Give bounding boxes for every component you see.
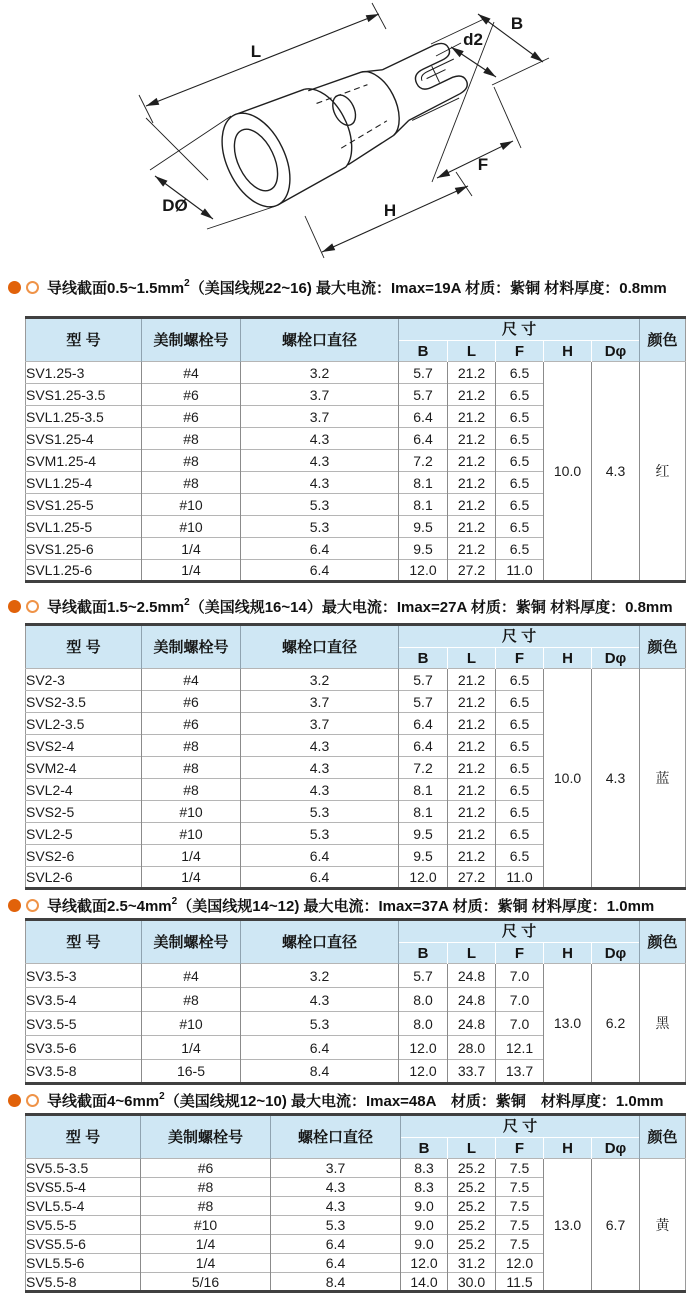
section-title-text: 导线截面$2.5\sim 4mm^2$（美国线规14~12) 最大电流：Imax=37A 材质：紫铜 材料厚度：1.0mm	[47, 895, 655, 915]
cell-model: SVL2-6	[26, 867, 142, 889]
cell-bolt-diameter: 3.2	[241, 362, 399, 384]
column-header-model: 型 号	[26, 1115, 141, 1159]
cell-bolt-number: #6	[142, 384, 241, 406]
cell-bolt-diameter: 6.4	[241, 1036, 399, 1060]
column-header-bolt-number: 美制螺栓号	[142, 318, 241, 362]
cell-bolt-diameter: 3.7	[241, 713, 399, 735]
cell-F: 6.5	[496, 713, 544, 735]
cell-F: 7.0	[496, 1012, 544, 1036]
cell-F: 7.5	[496, 1216, 544, 1235]
cell-model: SV5.5-3.5	[26, 1159, 141, 1178]
cell-F: 6.5	[496, 801, 544, 823]
column-header-B: B	[399, 341, 448, 362]
cell-bolt-number: #6	[142, 713, 241, 735]
spec-table-4	[0, 1113, 690, 1293]
cell-F: 7.5	[496, 1178, 544, 1197]
cell-bolt-diameter: 6.4	[271, 1235, 401, 1254]
dim-label-D: DØ	[162, 196, 188, 215]
cell-Dphi-merged: 6.7	[592, 1159, 640, 1292]
cell-L: 24.8	[448, 988, 496, 1012]
cell-Dphi-merged: 4.3	[592, 362, 640, 582]
dim-label-H: H	[383, 201, 397, 220]
wire-entry-ellipse	[208, 102, 303, 217]
open-bullet-icon	[26, 899, 39, 912]
cell-model: SVL5.5-6	[26, 1254, 141, 1273]
cell-L: 30.0	[448, 1273, 496, 1292]
cell-F: 7.5	[496, 1197, 544, 1216]
cell-model: SVL1.25-4	[26, 472, 142, 494]
column-header-B: B	[399, 648, 448, 669]
terminal-drawing	[0, 0, 690, 268]
cell-B: 8.1	[399, 494, 448, 516]
cell-F: 6.5	[496, 362, 544, 384]
cell-bolt-number: #4	[142, 669, 241, 691]
cell-B: 5.7	[399, 691, 448, 713]
cell-bolt-number: 1/4	[142, 560, 241, 582]
cell-bolt-number: #10	[142, 801, 241, 823]
cell-B: 8.3	[401, 1159, 448, 1178]
cell-model: SV3.5-8	[26, 1060, 142, 1084]
cell-bolt-diameter: 5.3	[241, 494, 399, 516]
column-header-Dφ: Dφ	[592, 943, 640, 964]
column-header-color: 颜色	[640, 625, 686, 669]
cell-L: 21.2	[448, 406, 496, 428]
cell-model: SVS1.25-3.5	[26, 384, 142, 406]
cell-bolt-diameter: 5.3	[241, 1012, 399, 1036]
cell-bolt-diameter: 4.3	[241, 757, 399, 779]
cell-bolt-diameter: 8.4	[241, 1060, 399, 1084]
column-header-size: 尺 寸	[401, 1115, 640, 1138]
cell-H-merged: 13.0	[544, 1159, 592, 1292]
section-3	[0, 894, 690, 1085]
cell-B: 9.5	[399, 845, 448, 867]
cell-model: SVS5.5-4	[26, 1178, 141, 1197]
cell-model: SVS1.25-6	[26, 538, 142, 560]
cell-bolt-diameter: 5.3	[241, 516, 399, 538]
cell-bolt-diameter: 4.3	[271, 1197, 401, 1216]
cell-B: 8.3	[401, 1178, 448, 1197]
cell-F: 12.1	[496, 1036, 544, 1060]
column-header-bolt-diameter: 螺栓口直径	[241, 625, 399, 669]
cell-Dphi-merged: 4.3	[592, 669, 640, 889]
column-header-L: L	[448, 648, 496, 669]
cell-F: 13.7	[496, 1060, 544, 1084]
cell-F: 7.0	[496, 964, 544, 988]
column-header-size: 尺 寸	[399, 920, 640, 943]
cell-color-merged: 红	[640, 362, 686, 582]
cell-B: 7.2	[399, 757, 448, 779]
cell-B: 6.4	[399, 428, 448, 450]
cell-B: 7.2	[399, 450, 448, 472]
spec-table	[25, 1113, 686, 1293]
cell-bolt-diameter: 6.4	[241, 538, 399, 560]
cell-L: 21.2	[448, 494, 496, 516]
section-title	[8, 1089, 690, 1111]
cell-model: SVS2-3.5	[26, 691, 142, 713]
cell-B: 9.5	[399, 516, 448, 538]
section-4	[0, 1089, 690, 1293]
cell-F: 6.5	[496, 757, 544, 779]
cell-bolt-number: 1/4	[141, 1235, 271, 1254]
column-header-L: L	[448, 943, 496, 964]
column-header-H: H	[544, 1138, 592, 1159]
cell-L: 25.2	[448, 1216, 496, 1235]
cell-bolt-number: #8	[142, 779, 241, 801]
cell-B: 12.0	[399, 867, 448, 889]
cell-model: SV3.5-5	[26, 1012, 142, 1036]
cell-F: 6.5	[496, 450, 544, 472]
cell-bolt-number: 16-5	[142, 1060, 241, 1084]
column-header-F: F	[496, 648, 544, 669]
cell-F: 6.5	[496, 779, 544, 801]
cell-L: 21.2	[448, 669, 496, 691]
cell-L: 21.2	[448, 757, 496, 779]
cell-model: SV3.5-4	[26, 988, 142, 1012]
column-header-Dφ: Dφ	[592, 648, 640, 669]
column-header-L: L	[448, 1138, 496, 1159]
column-header-color: 颜色	[640, 318, 686, 362]
spec-table-3	[0, 918, 690, 1085]
cell-model: SV2-3	[26, 669, 142, 691]
cell-bolt-number: #10	[142, 516, 241, 538]
cell-B: 12.0	[401, 1254, 448, 1273]
cell-L: 24.8	[448, 964, 496, 988]
cell-bolt-number: #6	[142, 406, 241, 428]
dimension-lines	[139, 3, 549, 258]
filled-bullet-icon	[8, 1094, 21, 1107]
cell-bolt-diameter: 6.4	[241, 867, 399, 889]
cell-L: 21.2	[448, 472, 496, 494]
cell-bolt-number: #8	[142, 450, 241, 472]
cell-bolt-diameter: 3.2	[241, 964, 399, 988]
cell-F: 6.5	[496, 669, 544, 691]
cell-bolt-diameter: 6.4	[241, 560, 399, 582]
cell-F: 6.5	[496, 472, 544, 494]
filled-bullet-icon	[8, 600, 21, 613]
cell-model: SVS1.25-5	[26, 494, 142, 516]
cell-bolt-number: #8	[141, 1197, 271, 1216]
cell-B: 9.0	[401, 1235, 448, 1254]
section-title-text: 导线截面$1.5\sim 2.5mm^2$（美国线规16~14）最大电流：Imax=27A 材质：紫铜 材料厚度：0.8mm	[47, 596, 673, 616]
cell-bolt-diameter: 5.3	[271, 1216, 401, 1235]
column-header-F: F	[496, 1138, 544, 1159]
column-header-size: 尺 寸	[399, 625, 640, 648]
cell-B: 8.1	[399, 472, 448, 494]
table-row	[26, 964, 686, 988]
spec-table	[25, 918, 686, 1085]
cell-B: 5.7	[399, 669, 448, 691]
dim-label-B: B	[510, 14, 524, 33]
section-title	[8, 894, 690, 916]
cell-B: 8.1	[399, 801, 448, 823]
column-header-H: H	[544, 341, 592, 362]
cell-L: 27.2	[448, 560, 496, 582]
terminal-diagram	[0, 0, 690, 268]
spec-table	[25, 316, 686, 583]
cell-L: 25.2	[448, 1235, 496, 1254]
cell-bolt-number: #10	[141, 1216, 271, 1235]
sleeve-hole	[328, 91, 360, 128]
cell-B: 12.0	[399, 1060, 448, 1084]
cell-bolt-diameter: 3.7	[241, 691, 399, 713]
cell-model: SVM1.25-4	[26, 450, 142, 472]
cell-bolt-number: 1/4	[142, 867, 241, 889]
section-1	[0, 276, 690, 583]
cell-model: SV5.5-8	[26, 1273, 141, 1292]
cell-bolt-number: #10	[142, 494, 241, 516]
cell-bolt-diameter: 4.3	[241, 988, 399, 1012]
column-header-bolt-diameter: 螺栓口直径	[271, 1115, 401, 1159]
cell-L: 33.7	[448, 1060, 496, 1084]
cell-bolt-number: #6	[141, 1159, 271, 1178]
column-header-size: 尺 寸	[399, 318, 640, 341]
filled-bullet-icon	[8, 899, 21, 912]
cell-L: 21.2	[448, 450, 496, 472]
cell-B: 9.5	[399, 823, 448, 845]
cell-bolt-diameter: 5.3	[241, 823, 399, 845]
cell-bolt-diameter: 4.3	[241, 779, 399, 801]
column-header-bolt-number: 美制螺栓号	[142, 625, 241, 669]
cell-model: SVL2-5	[26, 823, 142, 845]
dim-label-d2: d2	[463, 30, 483, 49]
cell-L: 31.2	[448, 1254, 496, 1273]
cell-bolt-diameter: 3.2	[241, 669, 399, 691]
cell-F: 6.5	[496, 494, 544, 516]
cell-bolt-diameter: 4.3	[241, 472, 399, 494]
cell-bolt-number: #10	[142, 1012, 241, 1036]
column-header-Dφ: Dφ	[592, 341, 640, 362]
column-header-B: B	[399, 943, 448, 964]
column-header-bolt-diameter: 螺栓口直径	[241, 920, 399, 964]
cell-color-merged: 蓝	[640, 669, 686, 889]
cell-bolt-diameter: 6.4	[271, 1254, 401, 1273]
cell-B: 8.0	[399, 1012, 448, 1036]
cell-B: 9.0	[401, 1197, 448, 1216]
column-header-model: 型 号	[26, 625, 142, 669]
cell-L: 21.2	[448, 538, 496, 560]
cell-H-merged: 10.0	[544, 362, 592, 582]
cell-L: 21.2	[448, 845, 496, 867]
cell-L: 21.2	[448, 779, 496, 801]
cell-model: SVL1.25-3.5	[26, 406, 142, 428]
cell-L: 21.2	[448, 735, 496, 757]
cell-model: SV5.5-5	[26, 1216, 141, 1235]
cell-F: 12.0	[496, 1254, 544, 1273]
cell-B: 14.0	[401, 1273, 448, 1292]
cell-H-merged: 10.0	[544, 669, 592, 889]
cell-bolt-diameter: 5.3	[241, 801, 399, 823]
cell-bolt-number: #8	[142, 757, 241, 779]
cell-model: SVM2-4	[26, 757, 142, 779]
cell-L: 25.2	[448, 1197, 496, 1216]
cell-bolt-number: 1/4	[142, 1036, 241, 1060]
cell-bolt-number: 5/16	[141, 1273, 271, 1292]
filled-bullet-icon	[8, 281, 21, 294]
cell-model: SVL2-3.5	[26, 713, 142, 735]
cell-B: 9.0	[401, 1216, 448, 1235]
column-header-F: F	[496, 341, 544, 362]
terminal-body	[208, 18, 479, 217]
cell-L: 21.2	[448, 691, 496, 713]
cell-model: SV3.5-3	[26, 964, 142, 988]
cell-model: SV3.5-6	[26, 1036, 142, 1060]
cell-bolt-diameter: 4.3	[241, 428, 399, 450]
dim-label-F: F	[477, 155, 489, 174]
cell-bolt-number: 1/4	[142, 538, 241, 560]
cell-F: 6.5	[496, 735, 544, 757]
open-bullet-icon	[26, 1094, 39, 1107]
cell-bolt-number: #4	[142, 964, 241, 988]
cell-F: 7.5	[496, 1235, 544, 1254]
cell-L: 24.8	[448, 1012, 496, 1036]
cell-bolt-number: #8	[142, 472, 241, 494]
column-header-color: 颜色	[640, 1115, 686, 1159]
cell-B: 5.7	[399, 384, 448, 406]
cell-model: SVS5.5-6	[26, 1235, 141, 1254]
cell-bolt-diameter: 3.7	[241, 384, 399, 406]
open-bullet-icon	[26, 281, 39, 294]
cell-L: 27.2	[448, 867, 496, 889]
table-row	[26, 669, 686, 691]
cell-color-merged: 黄	[640, 1159, 686, 1292]
cell-model: SVL2-4	[26, 779, 142, 801]
column-header-model: 型 号	[26, 318, 142, 362]
column-header-color: 颜色	[640, 920, 686, 964]
cell-bolt-diameter: 4.3	[241, 735, 399, 757]
cell-B: 12.0	[399, 560, 448, 582]
section-title-text: 导线截面$0.5\sim 1.5mm^2$（美国线规22~16) 最大电流：Imax=19A 材质：紫铜 材料厚度：0.8mm	[47, 277, 667, 297]
column-header-H: H	[544, 943, 592, 964]
cell-L: 28.0	[448, 1036, 496, 1060]
spec-table-2	[0, 623, 690, 890]
column-header-bolt-diameter: 螺栓口直径	[241, 318, 399, 362]
cell-bolt-number: #6	[142, 691, 241, 713]
cell-bolt-diameter: 3.7	[241, 406, 399, 428]
cell-F: 6.5	[496, 538, 544, 560]
cell-model: SVL1.25-6	[26, 560, 142, 582]
cell-L: 21.2	[448, 801, 496, 823]
cell-model: SV1.25-3	[26, 362, 142, 384]
column-header-L: L	[448, 341, 496, 362]
cell-B: 6.4	[399, 713, 448, 735]
cell-bolt-number: #4	[142, 362, 241, 384]
cell-L: 21.2	[448, 362, 496, 384]
cell-F: 11.0	[496, 867, 544, 889]
cell-F: 7.0	[496, 988, 544, 1012]
cell-model: SVS2-4	[26, 735, 142, 757]
cell-B: 8.0	[399, 988, 448, 1012]
cell-bolt-number: 1/4	[142, 845, 241, 867]
cell-bolt-number: #10	[142, 823, 241, 845]
spec-table-1	[0, 316, 690, 583]
cell-B: 8.1	[399, 779, 448, 801]
open-bullet-icon	[26, 600, 39, 613]
cell-F: 6.5	[496, 516, 544, 538]
column-header-bolt-number: 美制螺栓号	[141, 1115, 271, 1159]
cell-model: SVS1.25-4	[26, 428, 142, 450]
cell-B: 6.4	[399, 406, 448, 428]
cell-bolt-number: #8	[142, 988, 241, 1012]
cell-model: SVL5.5-4	[26, 1197, 141, 1216]
cell-bolt-number: #8	[142, 428, 241, 450]
cell-L: 21.2	[448, 428, 496, 450]
cell-F: 6.5	[496, 384, 544, 406]
cell-bolt-diameter: 8.4	[271, 1273, 401, 1292]
column-header-B: B	[401, 1138, 448, 1159]
cell-F: 11.5	[496, 1273, 544, 1292]
cell-Dphi-merged: 6.2	[592, 964, 640, 1084]
column-header-model: 型 号	[26, 920, 142, 964]
cell-bolt-number: #8	[141, 1178, 271, 1197]
cell-F: 6.5	[496, 691, 544, 713]
cell-bolt-diameter: 6.4	[241, 845, 399, 867]
cell-bolt-diameter: 3.7	[271, 1159, 401, 1178]
cell-H-merged: 13.0	[544, 964, 592, 1084]
section-title	[8, 276, 690, 298]
section-2	[0, 595, 690, 890]
column-header-F: F	[496, 943, 544, 964]
cell-B: 9.5	[399, 538, 448, 560]
cell-bolt-number: 1/4	[141, 1254, 271, 1273]
spec-table	[25, 623, 686, 890]
cell-model: SVL1.25-5	[26, 516, 142, 538]
cell-L: 21.2	[448, 516, 496, 538]
cell-model: SVS2-5	[26, 801, 142, 823]
cell-bolt-diameter: 4.3	[241, 450, 399, 472]
column-header-bolt-number: 美制螺栓号	[142, 920, 241, 964]
cell-color-merged: 黑	[640, 964, 686, 1084]
cell-bolt-diameter: 4.3	[271, 1178, 401, 1197]
cell-L: 21.2	[448, 384, 496, 406]
cell-B: 12.0	[399, 1036, 448, 1060]
cell-F: 6.5	[496, 845, 544, 867]
cell-L: 25.2	[448, 1159, 496, 1178]
cell-F: 7.5	[496, 1159, 544, 1178]
table-row	[26, 362, 686, 384]
cell-B: 6.4	[399, 735, 448, 757]
cell-B: 5.7	[399, 362, 448, 384]
cell-F: 11.0	[496, 560, 544, 582]
cell-L: 21.2	[448, 823, 496, 845]
cell-F: 6.5	[496, 428, 544, 450]
cell-L: 25.2	[448, 1178, 496, 1197]
cell-F: 6.5	[496, 406, 544, 428]
column-header-H: H	[544, 648, 592, 669]
cell-F: 6.5	[496, 823, 544, 845]
cell-model: SVS2-6	[26, 845, 142, 867]
table-row	[26, 1159, 686, 1178]
column-header-Dφ: Dφ	[592, 1138, 640, 1159]
cell-L: 21.2	[448, 713, 496, 735]
section-title-text: 导线截面$4\sim 6mm^2$（美国线规12~10) 最大电流：Imax=48A 材质：紫铜 材料厚度：1.0mm	[47, 1090, 664, 1110]
cell-B: 5.7	[399, 964, 448, 988]
section-title	[8, 595, 690, 617]
cell-bolt-number: #8	[142, 735, 241, 757]
dim-label-L: L	[250, 42, 262, 61]
